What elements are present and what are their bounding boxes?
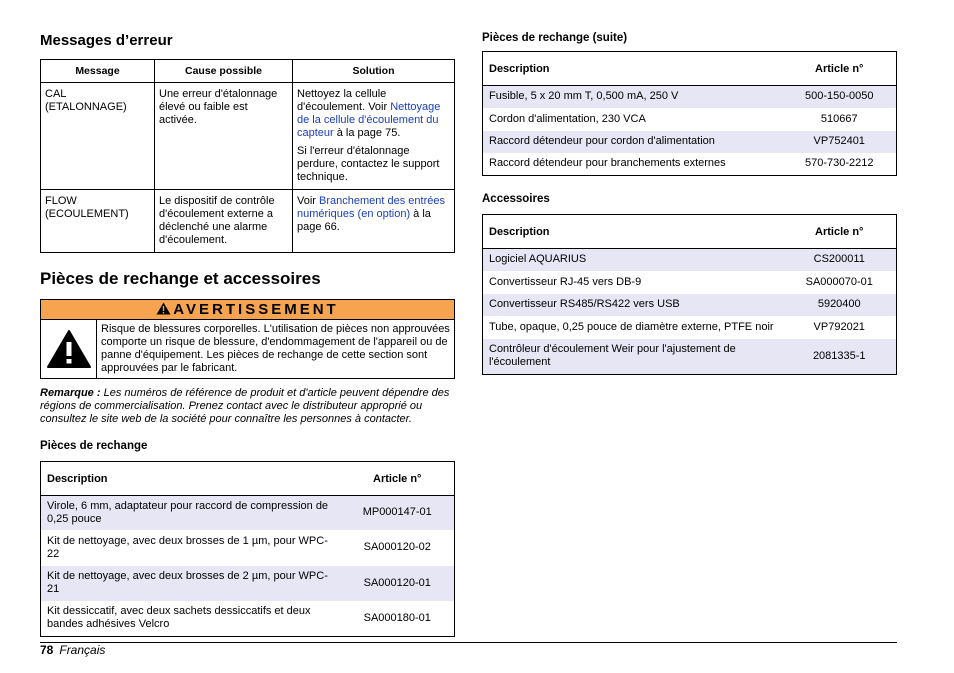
part-article-number: MP000147-01	[341, 496, 455, 530]
footer-divider	[40, 642, 897, 643]
accessories-title: Accessoires	[482, 193, 550, 205]
part-description: Raccord détendeur pour cordon d'alimentation	[483, 131, 783, 153]
warning-text: Risque de blessures corporelles. L'utilisation de pièces non approuvées comporte un risque de blessure, d'endommagement de l'appareil ou de panne d'équipement. Les pièces de rechange de cette section sont approuvées par le fabricant.	[101, 323, 450, 374]
error-message-cell: FLOW (ECOULEMENT)	[41, 190, 155, 253]
table-row	[41, 530, 455, 566]
left-column	[40, 32, 455, 637]
part-article-number: SA000120-02	[363, 541, 431, 553]
spare-parts-table	[40, 461, 455, 637]
error-solution-cell: Nettoyez la cellule d'écoulement. Voir Nettoyage de la cellule d'écoulement du capteur à la page 75. Si l'erreur d'étalonnage perdure, contactez le support technique.	[293, 83, 455, 190]
accessory-article-number: VP792021	[813, 320, 865, 333]
column-header-description: Description	[483, 215, 783, 249]
accessories-table	[482, 214, 897, 375]
warning-symbol-icon	[41, 320, 97, 378]
table-row	[41, 190, 455, 253]
error-messages-title: Messages d’erreur	[40, 32, 173, 49]
part-article-number: VP752401	[783, 131, 897, 153]
digital-inputs-link[interactable]: Branchement des entrées numériques (en option)	[297, 195, 445, 220]
part-description: Kit de nettoyage, avec deux brosses de 2 µm, pour WPC-21	[41, 566, 341, 601]
column-header-article: Article n°	[341, 462, 455, 496]
part-article-number: 510667	[820, 112, 858, 125]
table-row	[41, 566, 455, 601]
warning-header	[41, 300, 454, 320]
part-article-number: SA000180-01	[363, 611, 431, 624]
spare-parts-continued-table	[482, 51, 897, 176]
warning-triangle-icon	[156, 301, 171, 321]
error-message-cell: CAL (ETALONNAGE)	[41, 83, 155, 190]
table-row	[483, 271, 897, 294]
table-row	[483, 108, 897, 131]
column-header-cause: Cause possible	[155, 60, 293, 83]
table-row	[483, 316, 897, 339]
table-row	[483, 86, 897, 108]
warning-box	[40, 299, 455, 379]
part-article-number: SA000120-01	[341, 566, 455, 601]
error-cause-cell: Une erreur d'étalonnage élevé ou faible est activée.	[155, 83, 293, 190]
accessory-article-number: 2081335-1	[783, 339, 897, 375]
page-footer	[40, 643, 105, 657]
table-row	[483, 131, 897, 153]
right-column	[482, 32, 897, 375]
accessory-description: Tube, opaque, 0,25 pouce de diamètre externe, PTFE noir	[489, 320, 774, 333]
column-header-message: Message	[41, 60, 155, 83]
accessory-article-number: CS200011	[783, 249, 897, 271]
table-header-row	[483, 52, 897, 86]
error-messages-table	[40, 59, 455, 253]
spare-parts-continued-title: Pièces de rechange (suite)	[482, 32, 628, 44]
part-description: Virole, 6 mm, adaptateur pour raccord de compression de 0,25 pouce	[41, 496, 341, 530]
table-row	[483, 294, 897, 316]
accessory-article-number: 5920400	[783, 294, 897, 316]
part-description: Cordon d'alimentation, 230 VCA	[489, 112, 646, 125]
error-solution-extra: Si l'erreur d'étalonnage perdure, contactez le support technique.	[297, 145, 440, 183]
part-description: Raccord détendeur pour branchements externes	[489, 157, 726, 170]
column-header-article: Article n°	[783, 215, 897, 249]
column-header-description: Description	[483, 52, 783, 86]
note-text: Les numéros de référence de produit et d'article peuvent dépendre des régions de commercialisation. Prenez contact avec le distributeur approprié ou consultez le site web de la société pour connaître les personnes à contacter.	[40, 387, 450, 425]
part-article-number: 500-150-0050	[783, 86, 897, 108]
accessory-description: Logiciel AQUARIUS	[483, 249, 783, 271]
table-header-row	[41, 462, 455, 496]
footer-language: Français	[59, 643, 106, 657]
note-label: Remarque :	[40, 387, 101, 399]
note-paragraph	[40, 387, 455, 426]
accessory-description: Convertisseur RJ-45 vers DB-9	[489, 275, 642, 288]
table-row	[41, 83, 455, 190]
error-solution-cell: Voir Branchement des entrées numériques (en option) à la page 66.	[293, 190, 455, 253]
spare-parts-title: Pièces de rechange	[40, 440, 148, 452]
accessory-description: Convertisseur RS485/RS422 vers USB	[483, 294, 783, 316]
table-row	[483, 249, 897, 271]
table-row	[483, 153, 897, 176]
table-row	[41, 496, 455, 530]
table-header-row	[41, 60, 455, 83]
part-article-number: 570-730-2212	[804, 157, 874, 170]
table-header-row	[483, 215, 897, 249]
error-cause-cell: Le dispositif de contrôle d'écoulement externe a déclenché une alarme d'écoulement.	[155, 190, 293, 253]
table-row	[483, 339, 897, 375]
spare-parts-accessories-title: Pièces de rechange et accessoires	[40, 269, 321, 288]
part-description: Kit dessiccatif, avec deux sachets dessiccatifs et deux bandes adhésives Velcro	[47, 605, 311, 631]
column-header-article: Article n°	[783, 52, 897, 86]
table-row	[41, 601, 455, 637]
part-description: Fusible, 5 x 20 mm T, 0,500 mA, 250 V	[483, 86, 783, 108]
part-description: Kit de nettoyage, avec deux brosses de 1 µm, pour WPC-22	[47, 534, 328, 560]
warning-heading: AVERTISSEMENT	[173, 301, 339, 318]
accessory-description: Contrôleur d'écoulement Weir pour l'ajustement de l'écoulement	[483, 339, 783, 375]
cleaning-flow-cell-link[interactable]: Nettoyage de la cellule d'écoulement du capteur	[297, 101, 441, 139]
accessory-article-number: SA000070-01	[805, 275, 873, 288]
column-header-description: Description	[41, 462, 341, 496]
column-header-solution: Solution	[293, 60, 455, 83]
page-number: 78	[40, 643, 54, 657]
